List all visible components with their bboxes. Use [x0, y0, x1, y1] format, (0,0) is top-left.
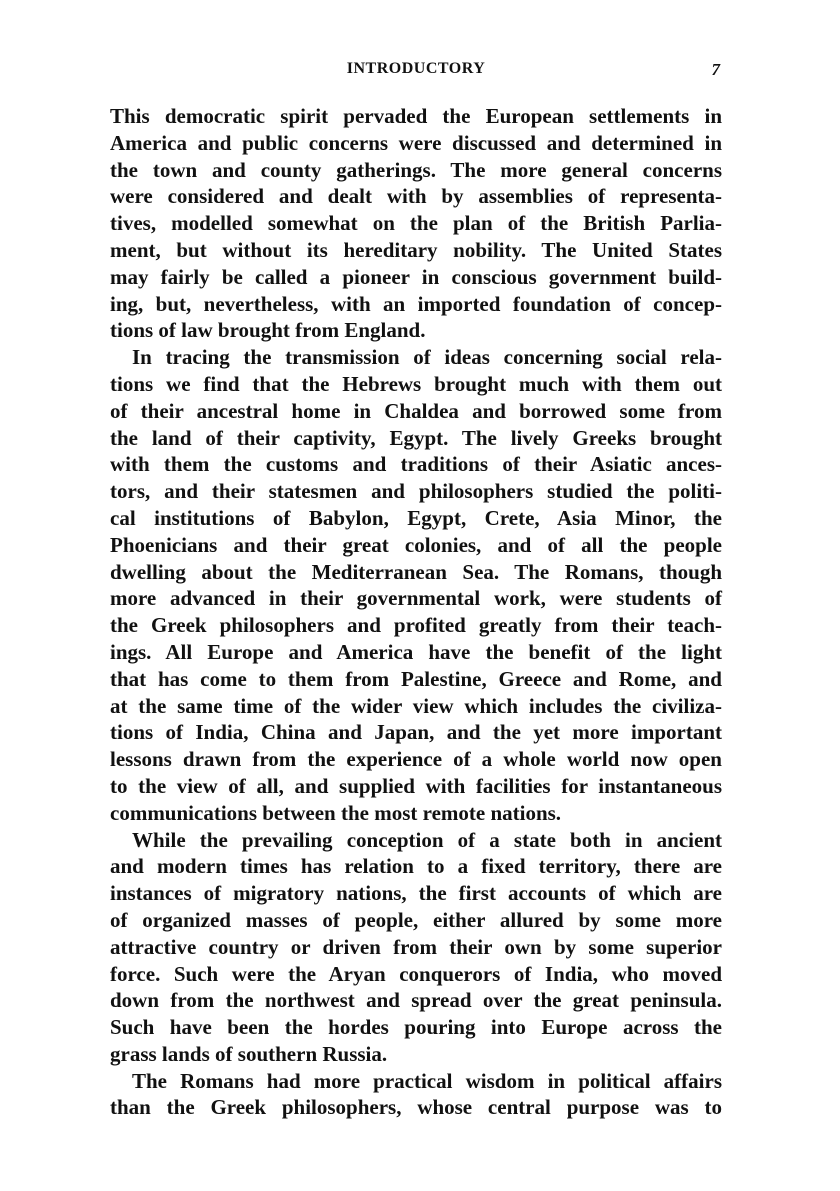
running-head: INTRODUCTORY: [346, 60, 486, 77]
text-line: While the prevailing conception of a state both in ancient: [132, 827, 722, 852]
text-line: that has come to them from Palestine, Greece and Rome, and: [110, 666, 722, 691]
text-line: of organized masses of people, either allured by some more: [110, 907, 722, 932]
text-line: may fairly be called a pioneer in conscious government build-: [110, 264, 722, 289]
text-line: at the same time of the wider view which includes the civiliza-: [110, 693, 722, 718]
text-line: instances of migratory nations, the first accounts of which are: [110, 881, 722, 906]
text-line: the town and county gatherings. The more general concerns: [110, 157, 722, 182]
text-line: The Romans had more practical wisdom in political affairs: [132, 1068, 722, 1093]
text-line: ings. All Europe and America have the benefit of the light: [110, 639, 722, 664]
text-line: than the Greek philosophers, whose central purpose was to: [110, 1095, 722, 1120]
text-line: communications between the most remote nations.: [110, 800, 562, 825]
text-line: Phoenicians and their great colonies, and of all the people: [110, 532, 722, 557]
text-line: force. Such were the Aryan conquerors of India, who moved: [110, 961, 722, 986]
text-line: down from the northwest and spread over the great peninsula.: [110, 988, 722, 1013]
text-line: tions of law brought from England.: [110, 318, 426, 343]
text-line: dwelling about the Mediterranean Sea. The Romans, though: [110, 559, 722, 584]
text-line: tions of India, China and Japan, and the yet more important: [110, 720, 722, 745]
text-line: tors, and their statesmen and philosophers studied the politi-: [110, 479, 722, 504]
text-line: Such have been the hordes pouring into Europe across the: [110, 1015, 722, 1040]
text-line: ing, but, nevertheless, with an imported foundation of concep-: [110, 291, 722, 316]
text-line: cal institutions of Babylon, Egypt, Crete, Asia Minor, the: [110, 505, 722, 530]
text-line: the land of their captivity, Egypt. The lively Greeks brought: [110, 425, 722, 450]
page-number: 7: [711, 60, 720, 79]
page-header: [110, 60, 722, 86]
body-text: [110, 103, 722, 1121]
paragraph: [110, 344, 722, 826]
text-line: In tracing the transmission of ideas concerning social rela-: [132, 345, 722, 370]
text-line: grass lands of southern Russia.: [110, 1041, 388, 1066]
text-line: tions we find that the Hebrews brought much with them out: [110, 371, 722, 396]
text-line: This democratic spirit pervaded the European settlements in: [110, 104, 722, 128]
text-line: with them the customs and traditions of their Asiatic ances-: [110, 452, 722, 477]
text-line: to the view of all, and supplied with facilities for instantaneous: [110, 773, 722, 798]
text-line: lessons drawn from the experience of a whole world now open: [110, 747, 722, 772]
text-line: tives, modelled somewhat on the plan of the British Parlia-: [110, 211, 722, 236]
text-line: the Greek philosophers and profited greatly from their teach-: [110, 613, 722, 638]
paragraph: [110, 827, 722, 1068]
paragraph: [110, 1068, 722, 1122]
text-line: more advanced in their governmental work, were students of: [110, 586, 722, 611]
text-line: were considered and dealt with by assemblies of representa-: [110, 184, 722, 209]
text-line: attractive country or driven from their own by some superior: [110, 934, 722, 959]
text-line: of their ancestral home in Chaldea and borrowed some from: [110, 398, 722, 423]
text-line: ment, but without its hereditary nobility. The United States: [110, 237, 722, 262]
paragraph: [110, 103, 722, 344]
text-line: America and public concerns were discussed and determined in: [110, 130, 722, 155]
text-line: and modern times has relation to a fixed territory, there are: [110, 854, 722, 879]
